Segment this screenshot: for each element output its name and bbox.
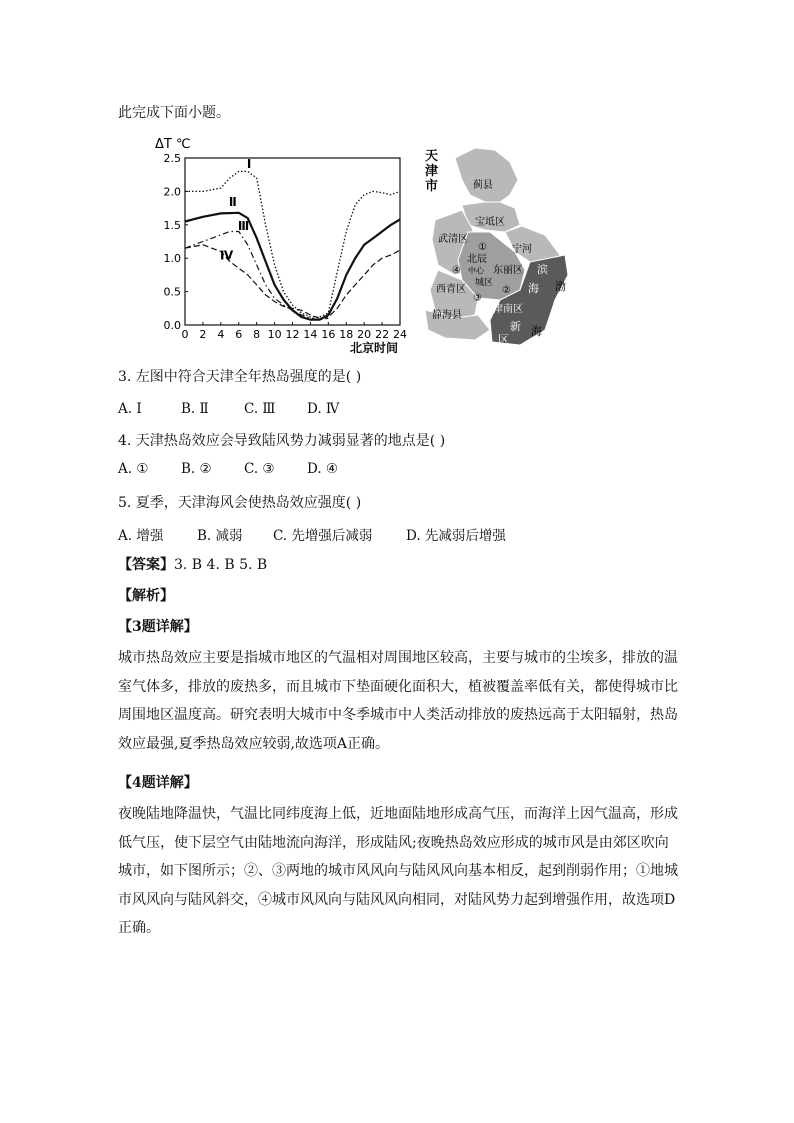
map-label-jinnan: 津南区 [493, 304, 523, 315]
x-tick-label: 22 [375, 328, 390, 341]
question-4-option-b: B. ② [181, 461, 212, 477]
map-label-binhai-1: 滨 [537, 263, 548, 276]
map-label-binhai-2: 海 [528, 282, 539, 295]
y-axis-label: ΔT ℃ [155, 137, 191, 152]
question-5-option-d: D. 先减弱后增强 [406, 528, 506, 544]
x-tick-label: 8 [253, 328, 261, 341]
map-label-jinghai: 静海县 [432, 310, 462, 321]
question-4-option-c: C. ③ [244, 461, 275, 477]
x-tick-label: 4 [217, 328, 225, 341]
q4-detail-label: 【4题详解】 [118, 775, 198, 791]
question-3-option-a: A. Ⅰ [118, 401, 142, 417]
map-label-ninghe: 宁河 [512, 244, 532, 255]
x-tick-label: 16 [321, 328, 336, 341]
y-tick-label: 2.0 [163, 185, 181, 199]
map-label-hai: 海 [531, 325, 542, 338]
map-label-baodi: 宝坻区 [475, 217, 505, 228]
map-region-north [455, 148, 518, 202]
q4-detail-text: 夜晚陆地降温快，气温比同纬度海上低，近地面陆地形成高气压，而海洋上因气温高，形成低气压，使下层空气由陆地流向海洋，形成陆风;夜晚热岛效应形成的城市风是由郊区吹向城市，如下图所示；②、③两地的城市风风向与陆风风向基本相反，起到削弱作用；①地城市风风向与陆风斜交，④城市风风向与陆风风向相同，对陆风势力起到增强作用，故选项D正确。 [118, 806, 678, 936]
question-5-option-c: C. 先增强后减弱 [273, 528, 373, 544]
map-label-xinqu-1: 新 [510, 320, 521, 333]
question-4-option-d: D. ④ [307, 461, 339, 477]
answer-text: 3. B 4. B 5. B [174, 557, 268, 573]
map-label-wuqing: 武清区 [438, 234, 468, 245]
x-tick-label: 0 [181, 328, 189, 341]
question-5-option-b: B. 减弱 [197, 528, 243, 544]
map-marker-3: ③ [473, 293, 482, 304]
y-tick-label: 1.0 [163, 252, 181, 266]
x-axis-label: 北京时间 [350, 341, 399, 355]
question-5-option-a: A. 增强 [118, 528, 164, 544]
map-label-bo: 渤 [555, 280, 566, 293]
series-line-3 [185, 232, 328, 320]
x-tick-label: 24 [393, 328, 407, 341]
map-marker-2: ② [502, 285, 511, 296]
map-city-label-3: 市 [425, 179, 439, 194]
answer-line [118, 555, 267, 575]
question-3-option-d: D. Ⅳ [307, 401, 340, 417]
x-tick-label: 10 [267, 328, 282, 341]
map-city-label-2: 津 [425, 164, 439, 179]
series-name-label: Ⅱ [228, 195, 237, 210]
q3-detail-label: 【3题详解】 [118, 619, 198, 635]
series-name-label: Ⅳ [219, 248, 234, 263]
question-4-option-a: A. ① [118, 461, 149, 477]
x-tick-label: 6 [235, 328, 243, 341]
series-name-label: Ⅲ [237, 219, 250, 234]
analysis-label: 【解析】 [118, 588, 174, 604]
map-label-center-1: 中心 [468, 266, 484, 275]
x-tick-label: 12 [285, 328, 300, 341]
x-tick-label: 2 [199, 328, 207, 341]
series-line-1 [185, 171, 400, 317]
tianjin-map [420, 140, 580, 350]
x-tick-label: 20 [357, 328, 372, 341]
q3-detail-text: 城市热岛效应主要是指城市地区的气温相对周围地区较高，主要与城市的尘埃多，排放的温室气体多，排放的废热多，而且城市下垫面硬化面积大，植被覆盖率低有关，都使得城市比周围地区温度高。研究表明大城市中冬季城市中人类活动排放的废热远高于太阳辐射，热岛效应最强,夏季热岛效应较弱,故选项A正确。 [118, 650, 678, 752]
y-tick-label: 0.5 [163, 285, 181, 299]
map-city-label-1: 天 [425, 149, 439, 164]
map-marker-1: ① [478, 242, 487, 253]
question-3-option-c: C. Ⅲ [244, 401, 276, 417]
y-tick-label: 2.5 [163, 152, 181, 165]
question-3-stem: 3. 左图中符合天津全年热岛强度的是( ) [118, 369, 362, 385]
y-tick-label: 0.0 [163, 319, 181, 332]
question-4-stem: 4. 天津热岛效应会导致陆风势力减弱显著的地点是( ) [118, 433, 446, 449]
map-label-center-2: 城区 [475, 278, 494, 288]
question-5-stem: 5. 夏季，天津海风会使热岛效应强度( ) [118, 495, 362, 511]
x-tick-label: 14 [303, 328, 318, 341]
intro-text: 此完成下面小题。 [118, 105, 230, 121]
series-line-2 [185, 213, 400, 320]
x-tick-label: 18 [339, 328, 354, 341]
series-line-4 [185, 245, 400, 318]
map-marker-4: ④ [452, 265, 461, 276]
map-label-xinqu-2: 区 [498, 333, 509, 346]
map-label-beichen: 北辰 [467, 254, 487, 265]
y-tick-label: 1.5 [163, 218, 181, 232]
answer-label: 【答案】 [118, 557, 174, 573]
question-3-option-b: B. Ⅱ [181, 401, 209, 417]
series-name-label: Ⅰ [246, 157, 252, 172]
map-label-dongli: 东丽区 [493, 265, 523, 276]
map-label-jixian: 蓟县 [473, 180, 493, 191]
map-label-xiqing: 西青区 [436, 284, 466, 295]
temperature-difference-chart [150, 130, 420, 360]
